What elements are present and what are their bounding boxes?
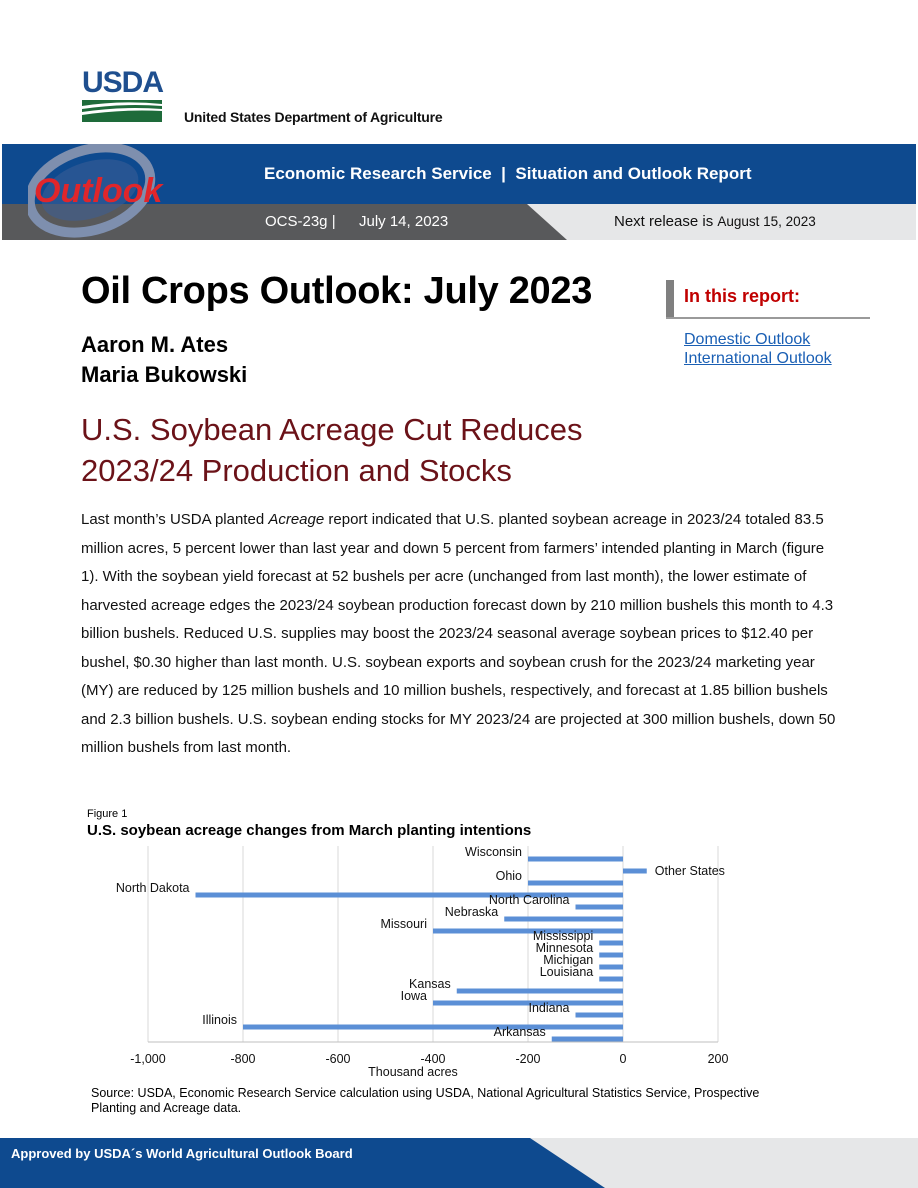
category-label: North Dakota — [115, 881, 190, 895]
figure-source: Source: USDA, Economic Research Service calculation using USDA, National Agricultural Statistics Service, Prospective Planting and Acreage data. — [91, 1086, 760, 1115]
bar — [623, 869, 647, 874]
outlook-banner — [2, 144, 916, 240]
bar — [528, 881, 623, 886]
link-international-outlook[interactable]: International Outlook — [684, 350, 832, 367]
usda-logo-mark — [82, 100, 162, 122]
next-release — [614, 213, 816, 230]
bar — [576, 1013, 624, 1018]
category-label: Kansas — [409, 977, 451, 991]
bar — [599, 953, 623, 958]
outlook-logo-text: Outlook — [34, 172, 163, 210]
category-label: Indiana — [528, 1001, 570, 1015]
next-release-prefix: Next release is — [614, 213, 718, 230]
x-tick-label: -800 — [230, 1052, 256, 1066]
headline-line: 2023/24 Production and Stocks — [81, 453, 512, 488]
bar — [599, 965, 623, 970]
report-date: July 14, 2023 — [359, 213, 449, 230]
next-release-date: August 15, 2023 — [717, 214, 816, 229]
body-paragraph — [81, 506, 841, 763]
report-box-rule — [666, 317, 870, 319]
usda-logo — [82, 68, 164, 124]
footer — [0, 1138, 918, 1188]
bar — [457, 989, 623, 994]
footer-approval-text: Approved by USDA´s World Agricultural Outlook Board — [11, 1146, 353, 1161]
link-domestic-outlook[interactable]: Domestic Outlook — [684, 331, 811, 348]
category-label: North Carolina — [488, 893, 570, 907]
bar — [552, 1037, 623, 1042]
department-name: United States Department of Agriculture — [184, 109, 443, 125]
category-label: Michigan — [543, 953, 594, 967]
acreage-report-title: Acreage — [268, 511, 325, 528]
page-title: Oil Crops Outlook: July 2023 — [81, 270, 593, 312]
category-label: Wisconsin — [465, 845, 522, 859]
category-label: Minnesota — [535, 941, 594, 955]
x-axis-label: Thousand acres — [368, 1065, 458, 1079]
category-label: Mississippi — [532, 929, 594, 943]
bar — [243, 1025, 623, 1030]
bar — [504, 917, 623, 922]
category-label: Illinois — [202, 1013, 237, 1027]
banner-title: Economic Research Service | Situation and Outlook Report — [264, 164, 752, 183]
body-text-rest: report indicated that U.S. planted soybean acreage in 2023/24 totaled 83.5 million acres, 5 percent lower than last year and down 5 percent from farmers’ intended planting in March (figure 1). With the soybean yield forecast at 52 bushels per acre (unchanged from last month), the lower estimate of harvested acreage edges the 2023/24 soybean production forecast down by 210 million bushels this month to 4.3 billion bushels. Reduced U.S. supplies may boost the 2023/24 seasonal average soybean prices to $12.40 per bushel, $0.30 higher than last month. U.S. soybean exports and soybean crush for the 2023/24 marketing year (MY) are reduced by 125 million bushels and 10 million bushels, respectively, and forecast at 1.85 billion bushels and 2.3 billion bushels. U.S. soybean ending stocks for MY 2023/24 are projected at 300 million bushels, down 50 million bushels from last month. — [81, 511, 836, 756]
category-label: Nebraska — [444, 905, 499, 919]
report-code: OCS-23g | — [265, 213, 336, 230]
category-label: Other States — [654, 864, 725, 878]
bar — [528, 857, 623, 862]
author-name: Maria Bukowski — [81, 362, 248, 387]
bar — [599, 977, 623, 982]
acreage-change-chart — [100, 844, 760, 1084]
category-label: Iowa — [400, 989, 427, 1003]
in-this-report-box — [666, 280, 870, 320]
category-label: Missouri — [380, 917, 427, 931]
bar — [433, 929, 623, 934]
in-this-report-heading: In this report: — [684, 286, 800, 306]
bar — [576, 905, 624, 910]
figure-label: Figure 1 — [87, 808, 128, 820]
headline-line: U.S. Soybean Acreage Cut Reduces — [81, 412, 583, 447]
chart-title: U.S. soybean acreage changes from March planting intentions — [87, 822, 532, 839]
x-tick-label: 200 — [707, 1052, 729, 1066]
x-tick-label: -200 — [515, 1052, 541, 1066]
x-tick-label: -600 — [325, 1052, 351, 1066]
x-tick-label: -1,000 — [130, 1052, 166, 1066]
bar — [599, 941, 623, 946]
headline — [81, 409, 701, 491]
category-label: Louisiana — [539, 965, 594, 979]
category-label: Arkansas — [493, 1025, 546, 1039]
outlook-logo — [28, 144, 188, 240]
report-box-accent — [666, 280, 674, 318]
x-tick-label: 0 — [619, 1052, 627, 1066]
author-name: Aaron M. Ates — [81, 332, 229, 357]
body-text-start: Last month’s USDA planted — [81, 511, 269, 528]
x-tick-label: -400 — [420, 1052, 446, 1066]
usda-logo-text: USDA — [82, 66, 164, 99]
category-label: Ohio — [495, 869, 522, 883]
